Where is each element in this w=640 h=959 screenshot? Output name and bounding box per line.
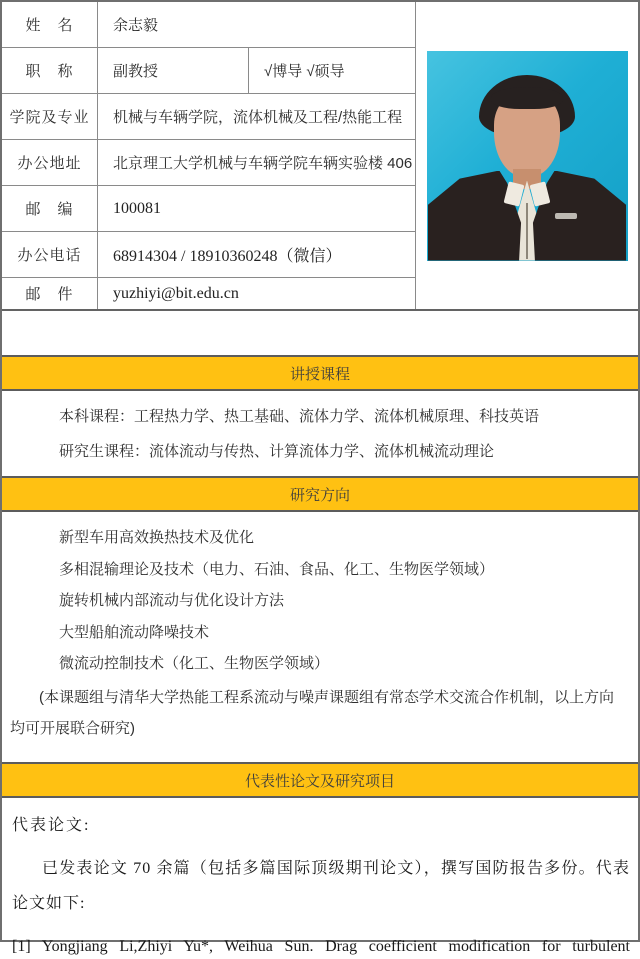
postcode-label: 邮 编 bbox=[2, 186, 98, 231]
photo-fringe bbox=[491, 87, 563, 109]
research-item: 多相混输理论及技术（电力、石油、食品、化工、生物医学领域） bbox=[59, 560, 495, 578]
graduate-courses-line: 研究生课程：流体流动与传热、计算流体力学、流体机械流动理论 bbox=[59, 443, 495, 460]
research-item: 旋转机械内部流动与优化设计方法 bbox=[59, 592, 285, 609]
research-item: 大型船舶流动降噪技术 bbox=[59, 623, 210, 641]
section-banner-research: 研究方向 bbox=[2, 476, 638, 512]
table-row-postcode bbox=[2, 186, 415, 232]
department-value: 机械与车辆学院，流体机械及工程/热能工程 bbox=[113, 109, 403, 126]
office-address-label: 办公地址 bbox=[2, 140, 98, 185]
email-label: 邮 件 bbox=[2, 278, 98, 309]
title-value: 副教授 bbox=[98, 48, 249, 93]
table-row-department bbox=[2, 94, 415, 140]
photo-jacket-logo bbox=[555, 213, 577, 219]
name-value: 余志毅 bbox=[113, 17, 159, 34]
name-label: 姓 名 bbox=[2, 2, 98, 47]
table-row-email bbox=[2, 278, 415, 309]
publications-section bbox=[2, 798, 638, 959]
section-banner-publications: 代表性论文及研究项目 bbox=[2, 762, 638, 798]
faculty-photo bbox=[427, 51, 628, 261]
table-row-office-phone bbox=[2, 232, 415, 278]
photo-cell bbox=[416, 2, 638, 309]
profile-info-columns bbox=[2, 2, 416, 309]
office-address-value: 北京理工大学机械与车辆学院车辆实验楼 406 bbox=[113, 155, 413, 172]
office-phone-value: 68914304 / 18910360248（微信） bbox=[113, 248, 342, 265]
research-item: 新型车用高效换热技术及优化 bbox=[59, 529, 255, 546]
table-row-name bbox=[2, 2, 415, 48]
section-banner-courses: 讲授课程 bbox=[2, 355, 638, 391]
supervisor-flags: √博导 √硕导 bbox=[264, 63, 345, 80]
publications-summary: 已发表论文 70 余篇（包括多篇国际顶级期刊论文），撰写国防报告多份。代表论文如下: bbox=[12, 860, 630, 912]
research-section bbox=[2, 512, 638, 762]
photo-zipper bbox=[526, 203, 528, 259]
courses-section bbox=[2, 391, 638, 476]
empty-spacer-row bbox=[2, 311, 638, 355]
department-label: 学院及专业 bbox=[2, 94, 98, 139]
office-phone-label: 办公电话 bbox=[2, 232, 98, 277]
table-row-title bbox=[2, 48, 415, 94]
profile-table bbox=[2, 2, 638, 311]
publication-reference: [1] Yongjiang Li,Zhiyi Yu*, Weihua Sun. Drag coefficient modification for turbulent bbox=[12, 938, 630, 955]
publications-heading: 代表论文: bbox=[12, 817, 91, 834]
postcode-value: 100081 bbox=[113, 199, 161, 217]
undergrad-courses-line: 本科课程：工程热力学、热工基础、流体力学、流体机械原理、科技英语 bbox=[59, 408, 540, 425]
table-row-office-address bbox=[2, 140, 415, 186]
title-label: 职 称 bbox=[2, 48, 98, 93]
research-collaboration-note: (本课题组与清华大学热能工程系流动与噪声课题组有常态学术交流合作机制，以上方向均可开展联合研究) bbox=[10, 688, 614, 737]
research-item: 微流动控制技术（化工、生物医学领域） bbox=[59, 655, 330, 672]
email-value: yuzhiyi@bit.edu.cn bbox=[113, 284, 239, 302]
